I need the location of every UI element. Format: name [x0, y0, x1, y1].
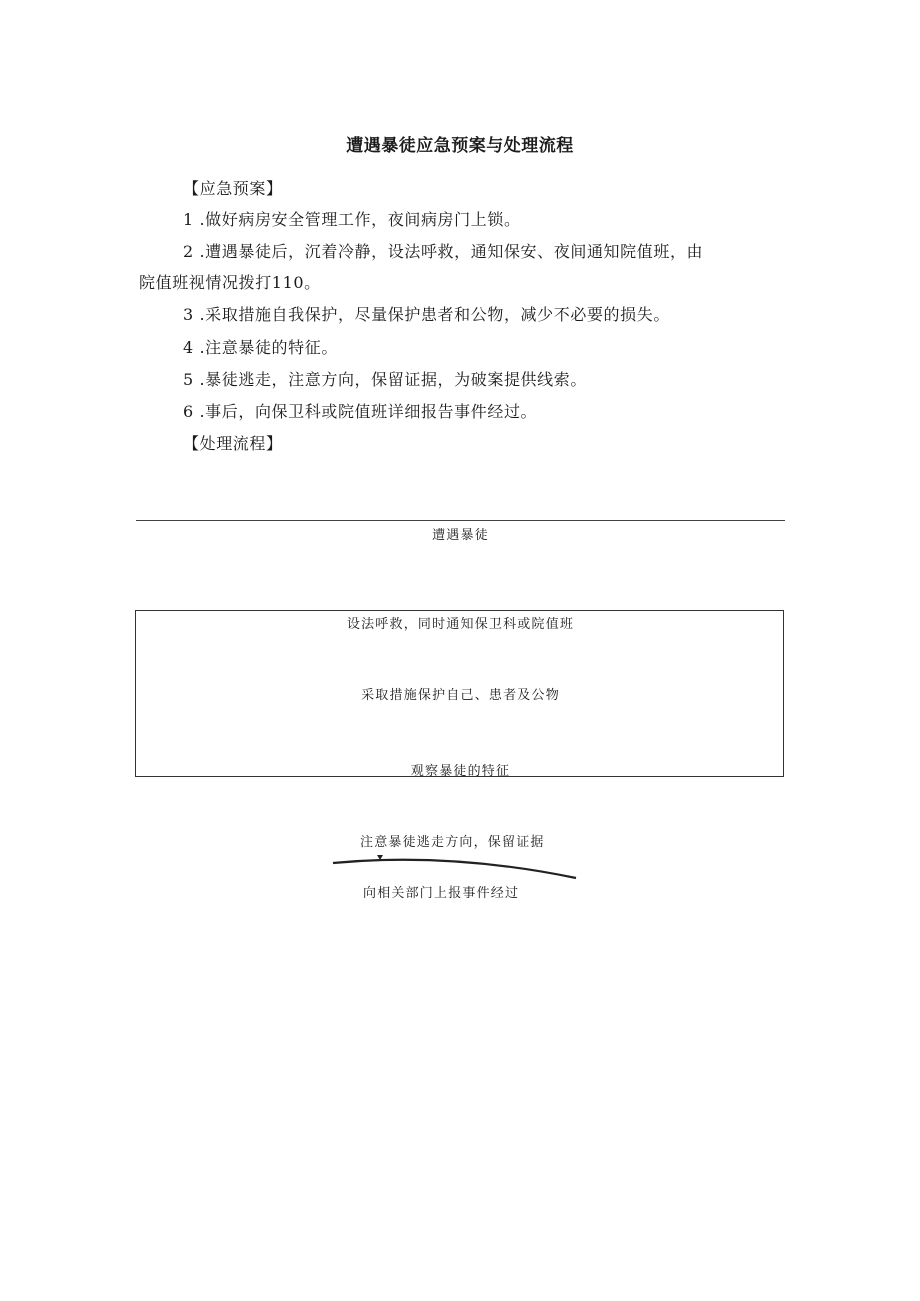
document-title: 遭遇暴徒应急预案与处理流程	[346, 136, 574, 156]
plan-item-2: 2 .遭遇暴徒后，沉着冷静，设法呼救，通知保安、夜间通知院值班，由	[183, 242, 704, 261]
flow-step-report: 向相关部门上报事件经过	[363, 886, 520, 901]
flow-step-note-direction: 注意暴徒逃走方向，保留证据	[360, 835, 545, 850]
plan-item-2-continued: 院值班视情况拨打110。	[139, 273, 321, 292]
plan-item-6: 6 .事后，向保卫科或院值班详细报告事件经过。	[183, 402, 538, 421]
plan-item-4: 4 .注意暴徒的特征。	[183, 338, 338, 357]
flow-heading: 【处理流程】	[183, 434, 283, 453]
plan-item-3: 3 .采取措施自我保护，尽量保护患者和公物，减少不必要的损失。	[183, 305, 670, 324]
flow-curve-arrow-icon	[330, 850, 580, 882]
flow-step-call-help: 设法呼救，同时通知保卫科或院值班	[346, 617, 575, 632]
flow-step-encounter: 遭遇暴徒	[432, 528, 489, 543]
plan-item-5: 5 .暴徒逃走，注意方向，保留证据，为破案提供线索。	[183, 370, 587, 389]
plan-item-1: 1 .做好病房安全管理工作，夜间病房门上锁。	[183, 210, 521, 229]
flow-step-observe: 观察暴徒的特征	[410, 764, 511, 779]
plan-heading: 【应急预案】	[183, 179, 283, 198]
flow-step-protect: 采取措施保护自己、患者及公物	[361, 688, 560, 703]
flow-top-divider	[136, 520, 785, 521]
